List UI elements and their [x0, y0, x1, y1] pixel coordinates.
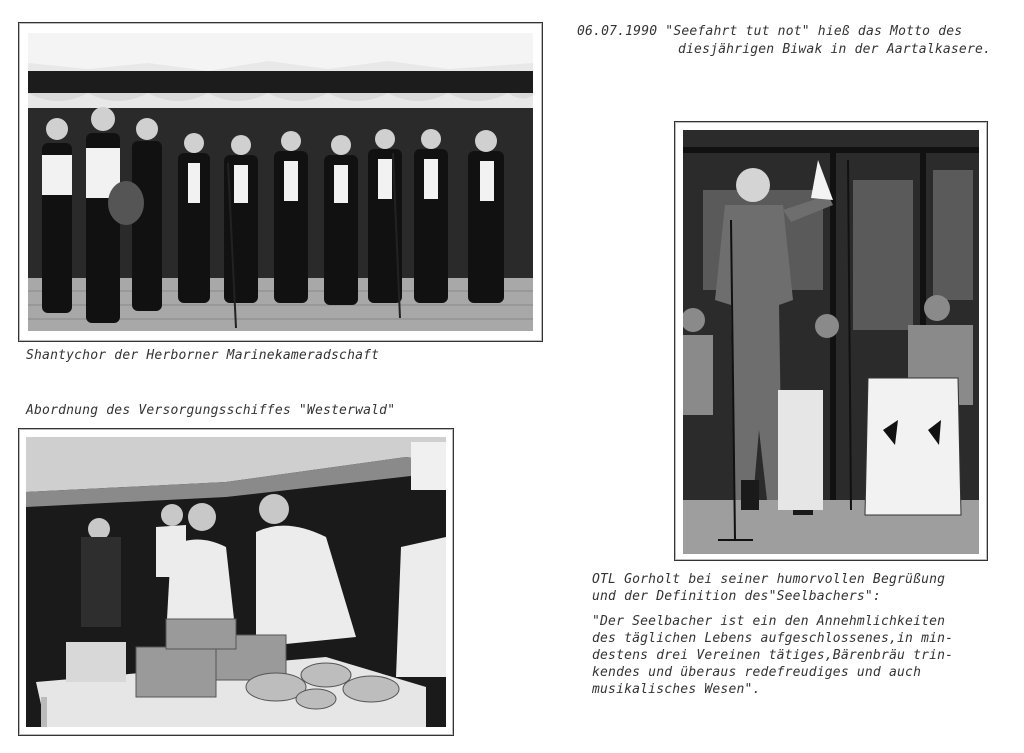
header-line-1: 06.07.1990 "Seefahrt tut not" hieß das Motto des	[577, 24, 963, 39]
quote-line-3: destens drei Vereinen tätiges,Bärenbräu trin-	[592, 648, 954, 663]
quote-line-4: kendes und überaus redefreudiges und auch	[592, 665, 922, 680]
photo-westerwald-crew-image	[26, 437, 446, 727]
photo-shanty-choir	[18, 22, 543, 342]
photo-otl-speech	[674, 121, 988, 561]
quote-line-1: "Der Seelbacher ist ein den Annehmlichkeiten	[592, 614, 946, 629]
quote-line-2: des täglichen Lebens aufgeschlossenes,in min-	[592, 631, 954, 646]
photo-westerwald-crew	[18, 428, 454, 736]
caption-otl-line-2: und der Definition des"Seelbachers":	[592, 589, 881, 604]
caption-shanty-choir: Shantychor der Herborner Marinekameradschaft	[26, 348, 380, 363]
photo-shanty-choir-image	[28, 33, 533, 331]
header-line-2: diesjährigen Biwak in der Aartalkasere.	[678, 42, 992, 57]
caption-westerwald: Abordnung des Versorgungsschiffes "Westerwald"	[26, 403, 396, 418]
quote-line-5: musikalisches Wesen".	[592, 682, 761, 697]
photo-otl-speech-image	[683, 130, 979, 554]
caption-otl-line-1: OTL Gorholt bei seiner humorvollen Begrüßung	[592, 572, 946, 587]
